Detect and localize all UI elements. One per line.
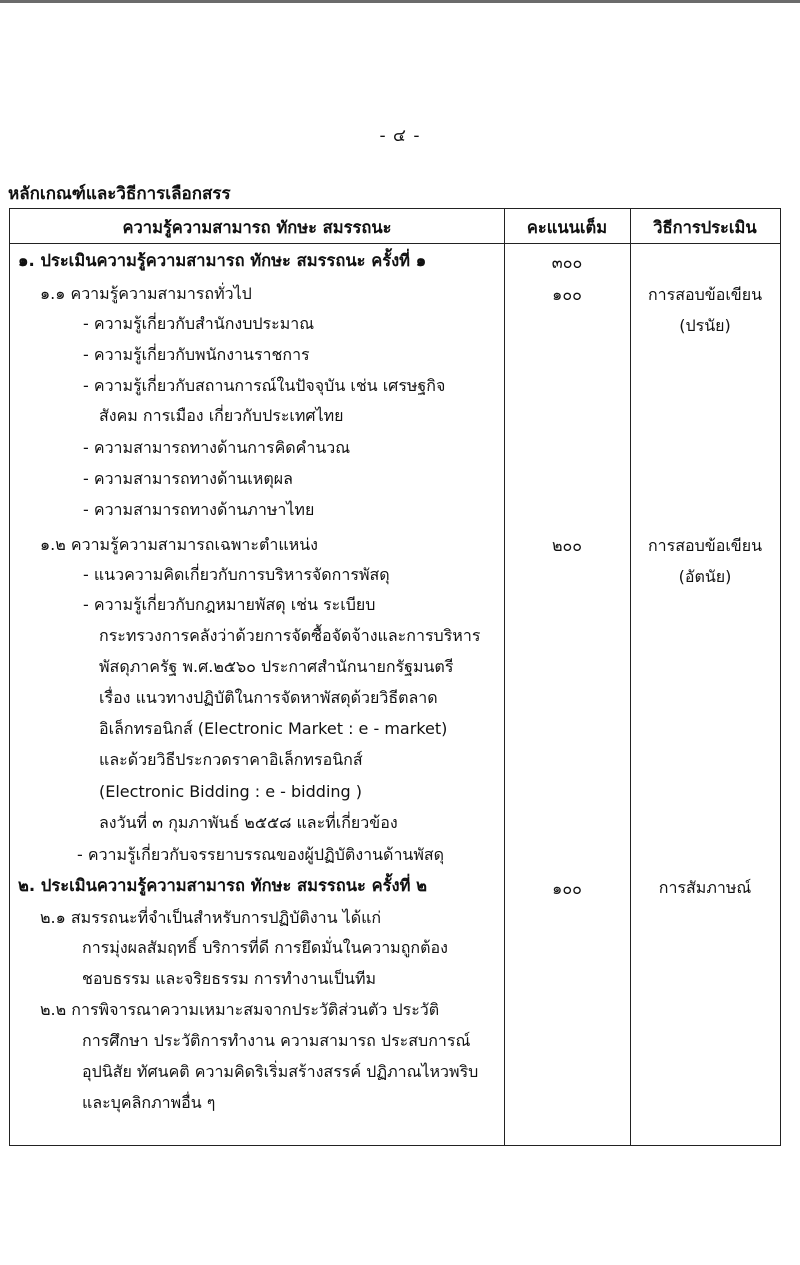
list-item: - ความรู้เกี่ยวกับจรรยาบรรณของผู้ปฏิบัติงานด้านพัสดุ: [77, 845, 445, 864]
list-item-continued: และด้วยวิธีประกวดราคาอิเล็กทรอนิกส์: [99, 750, 363, 769]
header-competency: ความรู้ความสามารถ ทักษะ สมรรถนะ: [122, 218, 392, 237]
header-method: วิธีการประเมิน: [653, 218, 757, 237]
list-item: - แนวความคิดเกี่ยวกับการบริหารจัดการพัสดุ: [83, 565, 390, 584]
list-item: - ความสามารถทางด้านเหตุผล: [83, 469, 293, 488]
list-item-continued: สังคม การเมือง เกี่ยวกับประเทศไทย: [99, 406, 344, 425]
part1-s1-title: ๑.๑ ความรู้ความสามารถทั่วไป: [40, 284, 252, 303]
list-item: - ความรู้เกี่ยวกับสถานการณ์ในปัจจุบัน เช่น เศรษฐกิจ: [83, 376, 446, 395]
part1-score: ๓๐๐: [551, 253, 583, 272]
part2-s2-line: อุปนิสัย ทัศนคติ ความคิดริเริ่มสร้างสรรค์ ปฏิภาณไหวพริบ: [82, 1062, 479, 1081]
header-divider: [10, 243, 780, 244]
part1-s1-score: ๑๐๐: [552, 285, 582, 304]
column-divider: [504, 209, 505, 1145]
list-item-continued: ลงวันที่ ๓ กุมภาพันธ์ ๒๕๕๘ และที่เกี่ยวข้อง: [99, 813, 398, 832]
part2-s1-line: ชอบธรรม และจริยธรรม การทำงานเป็นทีม: [82, 969, 377, 988]
part1-s2-score: ๒๐๐: [551, 536, 583, 555]
list-item-continued: (Electronic Bidding : e - bidding ): [99, 782, 363, 801]
list-item: - ความรู้เกี่ยวกับพนักงานราชการ: [83, 345, 310, 364]
section-title: หลักเกณฑ์และวิธีการเลือกสรร: [8, 184, 231, 204]
list-item-continued: พัสดุภาครัฐ พ.ศ.๒๕๖๐ ประกาศสำนักนายกรัฐมนตรี: [99, 657, 454, 676]
criteria-table: [9, 208, 781, 1146]
header-full-score: คะแนนเต็ม: [526, 218, 608, 237]
part2-s2-line: ๒.๒ การพิจารณาความเหมาะสมจากประวัติส่วนตัว ประวัติ: [40, 1000, 440, 1019]
list-item: - ความรู้เกี่ยวกับกฎหมายพัสดุ เช่น ระเบียบ: [83, 595, 376, 614]
list-item: - ความรู้เกี่ยวกับสำนักงบประมาณ: [83, 314, 315, 333]
part2-title: ๒. ประเมินความรู้ความสามารถ ทักษะ สมรรถนะ ครั้งที่ ๒: [18, 876, 428, 895]
part2-score: ๑๐๐: [552, 879, 582, 898]
part1-s2-title: ๑.๒ ความรู้ความสามารถเฉพาะตำแหน่ง: [40, 535, 318, 554]
part2-s1-line: ๒.๑ สมรรถนะที่จำเป็นสำหรับการปฏิบัติงาน ได้แก่: [40, 908, 382, 927]
part1-s1-method: การสอบข้อเขียน: [647, 285, 763, 304]
list-item: - ความสามารถทางด้านภาษาไทย: [83, 500, 315, 519]
list-item-continued: กระทรวงการคลังว่าด้วยการจัดซื้อจัดจ้างและการบริหาร: [99, 626, 481, 645]
part1-s2-method-type: (อัตนัย): [678, 567, 732, 586]
list-item-continued: เรื่อง แนวทางปฏิบัติในการจัดหาพัสดุด้วยวิธีตลาด: [99, 688, 438, 707]
part1-s2-method: การสอบข้อเขียน: [647, 536, 763, 555]
part2-s1-line: การมุ่งผลสัมฤทธิ์ บริการที่ดี การยึดมั่นในความถูกต้อง: [82, 938, 448, 957]
part2-s2-line: การศึกษา ประวัติการทำงาน ความสามารถ ประสบการณ์: [82, 1031, 471, 1050]
top-border: [0, 0, 800, 3]
column-divider: [630, 209, 631, 1145]
part1-title: ๑. ประเมินความรู้ความสามารถ ทักษะ สมรรถนะ ครั้งที่ ๑: [18, 251, 427, 270]
part2-s2-line: และบุคลิกภาพอื่น ๆ: [82, 1093, 216, 1112]
page-number: - ๔ -: [379, 126, 421, 146]
part1-s1-method-type: (ปรนัย): [679, 316, 731, 335]
list-item: - ความสามารถทางด้านการคิดคำนวณ: [83, 438, 351, 457]
list-item-continued: อิเล็กทรอนิกส์ (Electronic Market : e - market): [99, 719, 448, 738]
part2-method: การสัมภาษณ์: [658, 878, 752, 897]
